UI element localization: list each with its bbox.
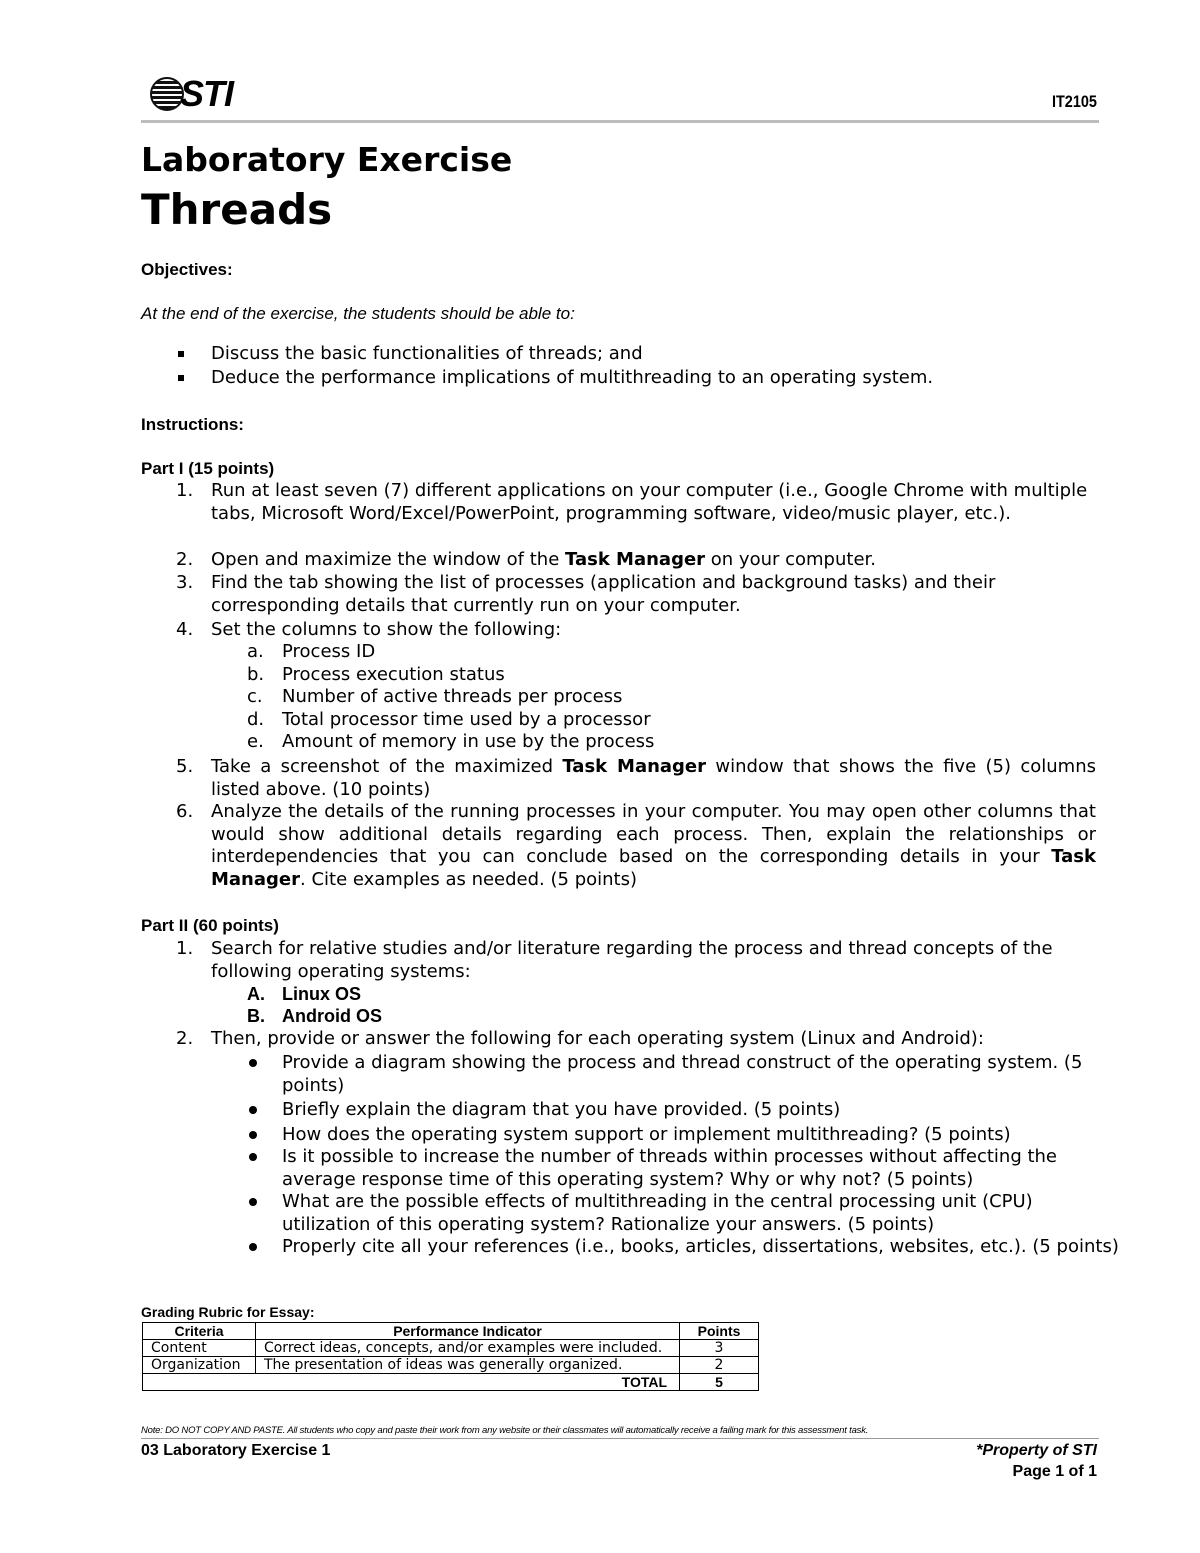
logo-text: STI (180, 73, 234, 114)
sub-item: Process ID (282, 641, 376, 662)
bullet-item: Briefly explain the diagram that you have provided. (5 points) (282, 1099, 841, 1120)
sub-letter: c. (247, 686, 263, 707)
objective-item: Deduce the performance implications of multithreading to an operating system. (211, 367, 934, 388)
footer-divider (141, 1438, 1099, 1439)
footer-doc-name: 03 Laboratory Exercise 1 (141, 1442, 331, 1459)
step-number: 3. (176, 572, 194, 593)
square-bullet-icon (178, 351, 184, 357)
part2-step-2: Then, provide or answer the following for each operating system (Linux and Android): (211, 1028, 984, 1049)
sub-item: Number of active threads per process (282, 686, 623, 707)
instructions-label: Instructions: (141, 415, 244, 434)
bullet-icon (249, 1243, 257, 1251)
os-item: Linux OS (282, 984, 362, 1004)
sti-logo (150, 74, 233, 114)
globe-icon (150, 77, 184, 111)
bullet-icon (249, 1106, 257, 1114)
course-code: IT2105 (1052, 92, 1097, 111)
part1-step-1: Run at least seven (7) different applications on your computer (i.e., Google Chrome with multiple tabs, Microsoft Word/Excel/PowerPoint, programming software, video/music player, etc.). (211, 480, 1088, 524)
objective-item: Discuss the basic functionalities of threads; and (211, 343, 643, 364)
part1-step-2: Open and maximize the window of the Task Manager on your computer. (211, 549, 876, 570)
cell-indicator: Correct ideas, concepts, and/or examples were included. (255, 1340, 679, 1357)
total-label: TOTAL (143, 1374, 680, 1391)
step-number: 5. (176, 756, 194, 777)
total-value: 5 (680, 1374, 759, 1391)
step-number: 6. (176, 801, 194, 822)
sub-letter: b. (247, 664, 265, 685)
grading-rubric-table (142, 1322, 759, 1391)
table-row (143, 1340, 759, 1357)
step-number: 4. (176, 619, 194, 640)
cell-points: 3 (680, 1340, 759, 1357)
sub-letter: d. (247, 709, 265, 730)
step-number: 2. (176, 1028, 194, 1049)
step-number: 1. (176, 480, 194, 501)
part2-step-1: Search for relative studies and/or literature regarding the process and thread concepts of the following operating systems: (211, 938, 1053, 982)
os-letter: B. (247, 1006, 265, 1026)
bullet-icon (249, 1131, 257, 1139)
header-points: Points (680, 1323, 759, 1340)
sub-letter: a. (247, 641, 264, 662)
part1-step-5: Take a screenshot of the maximized Task Manager window that shows the five (5) columns listed above. (10 points) (211, 756, 1096, 800)
bullet-item: What are the possible effects of multithreading in the central processing unit (CPU) utilization of this operating system? Rationalize your answers. (5 points) (282, 1191, 1033, 1235)
bullet-icon (249, 1198, 257, 1206)
cell-criteria: Content (143, 1340, 256, 1357)
table-row (143, 1357, 759, 1374)
bullet-item: How does the operating system support or implement multithreading? (5 points) (282, 1124, 1011, 1145)
os-letter: A. (247, 984, 265, 1004)
page-subtitle: Threads (141, 185, 333, 234)
header-divider (141, 120, 1099, 123)
bullet-icon (249, 1153, 257, 1161)
step-number: 2. (176, 549, 194, 570)
objectives-label: Objectives: (141, 260, 233, 279)
cell-points: 2 (680, 1357, 759, 1374)
bullet-item: Properly cite all your references (i.e., books, articles, dissertations, websites, etc.). (5 points) (282, 1236, 1119, 1257)
objectives-intro: At the end of the exercise, the students should be able to: (141, 304, 575, 323)
table-total-row (143, 1374, 759, 1391)
bullet-icon (249, 1059, 257, 1067)
rubric-label: Grading Rubric for Essay: (141, 1304, 315, 1320)
sub-letter: e. (247, 731, 264, 752)
footer-property: *Property of STI (976, 1442, 1097, 1459)
square-bullet-icon (178, 375, 184, 381)
part1-label: Part I (15 points) (141, 459, 275, 478)
part1-step-3: Find the tab showing the list of processes (application and background tasks) and their corresponding details that currently run on your computer. (211, 572, 996, 616)
part1-step-4: Set the columns to show the following: (211, 619, 562, 640)
footer-page-number: Page 1 of 1 (1012, 1463, 1097, 1480)
sub-item: Amount of memory in use by the process (282, 731, 655, 752)
bullet-item: Is it possible to increase the number of threads within processes without affecting the average response time of this operating system? Why or why not? (5 points) (282, 1146, 1058, 1190)
os-item: Android OS (282, 1006, 382, 1026)
sub-item: Total processor time used by a processor (282, 709, 651, 730)
cell-indicator: The presentation of ideas was generally organized. (255, 1357, 679, 1374)
step-number: 1. (176, 938, 194, 959)
bullet-item: Provide a diagram showing the process and thread construct of the operating system. (5 points) (282, 1052, 1083, 1096)
part2-label: Part II (60 points) (141, 916, 279, 935)
part1-step-6: Analyze the details of the running processes in your computer. You may open other columns that would show additional details regarding each process. Then, explain the relationships or interdependencies that you can conclude based on the corresponding details in your Task Manager. Cite examples as needed. (5 points) (211, 801, 1096, 891)
cell-criteria: Organization (143, 1357, 256, 1374)
header-performance: Performance Indicator (255, 1323, 679, 1340)
header-criteria: Criteria (143, 1323, 256, 1340)
table-header-row (143, 1323, 759, 1340)
page-title: Laboratory Exercise (141, 140, 513, 179)
sub-item: Process execution status (282, 664, 505, 685)
copy-paste-note: Note: DO NOT COPY AND PASTE. All students who copy and paste their work from any website or their classmates will automatically receive a failing mark for this assessment task. (141, 1425, 869, 1436)
